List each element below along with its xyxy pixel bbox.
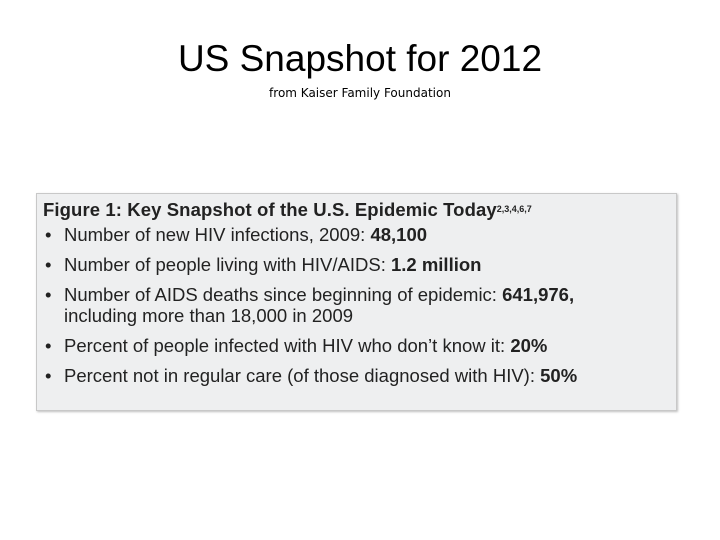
bullet-item [43,224,668,245]
bullet-dot-icon: • [45,335,52,356]
bullet-dot-icon: • [45,254,52,275]
bullet-text [64,224,427,245]
bullet-item [43,335,668,356]
bullet-dot-icon: • [45,224,52,245]
slide-subtitle: from Kaiser Family Foundation [269,86,451,100]
bullet-value: 20% [510,335,548,356]
figure-title [43,198,668,222]
bullet-text [64,254,481,275]
bullet-item [43,365,668,386]
figure-title-references: 2,3,4,6,7 [496,204,532,214]
bullet-value: 641,976, [502,284,575,305]
slide-title: US Snapshot for 2012 [177,38,543,79]
figure-title-text: Figure 1: Key Snapshot of the U.S. Epidemic Today [43,199,497,220]
bullet-label: Number of new HIV infections, 2009: [64,224,371,245]
figure-image [36,193,677,411]
bullet-item [43,284,668,326]
bullet-value: 48,100 [370,224,428,245]
bullet-value: 50% [540,365,578,386]
bullet-text [64,284,574,305]
bullet-label: Percent not in regular care (of those diagnosed with HIV): [64,365,541,386]
bullet-value: 1.2 million [390,254,482,275]
bullet-label: Number of AIDS deaths since beginning of epidemic: [64,284,503,305]
bullet-label: Percent of people infected with HIV who don’t know it: [64,335,511,356]
bullet-label: Number of people living with HIV/AIDS: [64,254,391,275]
bullet-item [43,254,668,275]
bullet-dot-icon: • [45,284,52,305]
bullet-dot-icon: • [45,365,52,386]
bullet-text [64,335,547,356]
bullet-continuation: including more than 18,000 in 2009 [64,305,354,326]
bullet-list [43,224,668,386]
bullet-text [64,365,577,386]
